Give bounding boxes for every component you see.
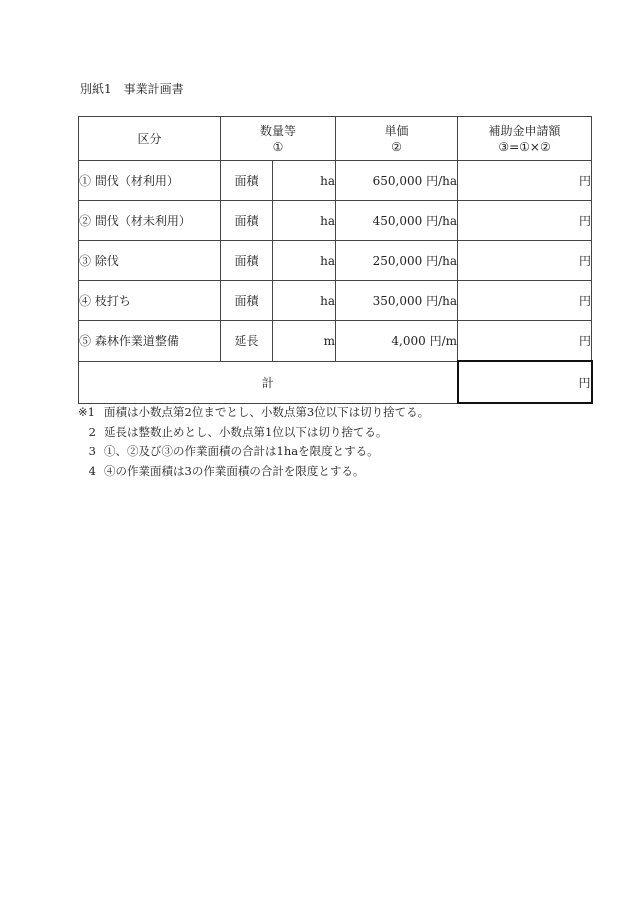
- row-unit-price: 4,000 円/m: [336, 321, 458, 362]
- row-unit-price: 250,000 円/ha: [336, 241, 458, 281]
- note-mark: ※1: [78, 405, 95, 419]
- row-kubun: ② 間伐（材未利用）: [79, 201, 221, 241]
- row-subsidy-amount: 円: [458, 201, 592, 241]
- notes-list: [78, 403, 429, 481]
- total-amount: 円: [458, 361, 592, 403]
- note-mark: 4: [88, 463, 96, 478]
- table-row: [79, 161, 592, 201]
- note-text: ④の作業面積は3の作業面積の合計を限度とする。: [104, 463, 365, 478]
- note-mark: 3: [88, 444, 96, 458]
- note-item: [78, 423, 429, 443]
- row-unit-price: 350,000 円/ha: [336, 281, 458, 321]
- total-row: [79, 361, 592, 403]
- row-unit: ha: [273, 281, 336, 321]
- row-subsidy-amount: 円: [458, 161, 592, 201]
- header-unit-price: 単価 ②: [336, 117, 458, 161]
- note-text: ①、②及び③の作業面積の合計は1haを限度とする。: [104, 444, 379, 458]
- row-kubun: ④ 枝打ち: [79, 281, 221, 321]
- note-item: [78, 462, 429, 482]
- row-unit-price: 650,000 円/ha: [336, 161, 458, 201]
- row-measure: 面積: [221, 161, 273, 201]
- table-row: [79, 281, 592, 321]
- row-unit: ha: [273, 161, 336, 201]
- table-row: [79, 241, 592, 281]
- row-measure: 面積: [221, 201, 273, 241]
- row-subsidy-amount: 円: [458, 281, 592, 321]
- header-row: [79, 117, 592, 161]
- row-measure: 面積: [221, 241, 273, 281]
- row-measure: 面積: [221, 281, 273, 321]
- business-plan-table: [78, 116, 593, 404]
- total-label: 計: [79, 361, 458, 403]
- note-item: [78, 442, 429, 462]
- row-unit-price: 450,000 円/ha: [336, 201, 458, 241]
- row-kubun: ① 間伐（材利用）: [79, 161, 221, 201]
- row-subsidy-amount: 円: [458, 241, 592, 281]
- table-row: [79, 201, 592, 241]
- note-item: [78, 403, 429, 423]
- note-text: 延長は整数止めとし、小数点第1位以下は切り捨てる。: [104, 424, 388, 439]
- table-row: [79, 321, 592, 362]
- row-kubun: ⑤ 森林作業道整備: [79, 321, 221, 362]
- header-quantity: 数量等 ①: [221, 117, 336, 161]
- note-text: 面積は小数点第2位までとし、小数点第3位以下は切り捨てる。: [104, 405, 430, 419]
- row-unit: m: [273, 321, 336, 362]
- header-kubun: 区分: [79, 117, 221, 161]
- row-unit: ha: [273, 241, 336, 281]
- row-subsidy-amount: 円: [458, 321, 592, 362]
- document-title: 別紙1 事業計画書: [80, 82, 184, 96]
- note-mark: 2: [88, 424, 96, 439]
- row-measure: 延長: [221, 321, 273, 362]
- header-subsidy: 補助金申請額 ③=①×②: [458, 117, 592, 161]
- row-unit: ha: [273, 201, 336, 241]
- row-kubun: ③ 除伐: [79, 241, 221, 281]
